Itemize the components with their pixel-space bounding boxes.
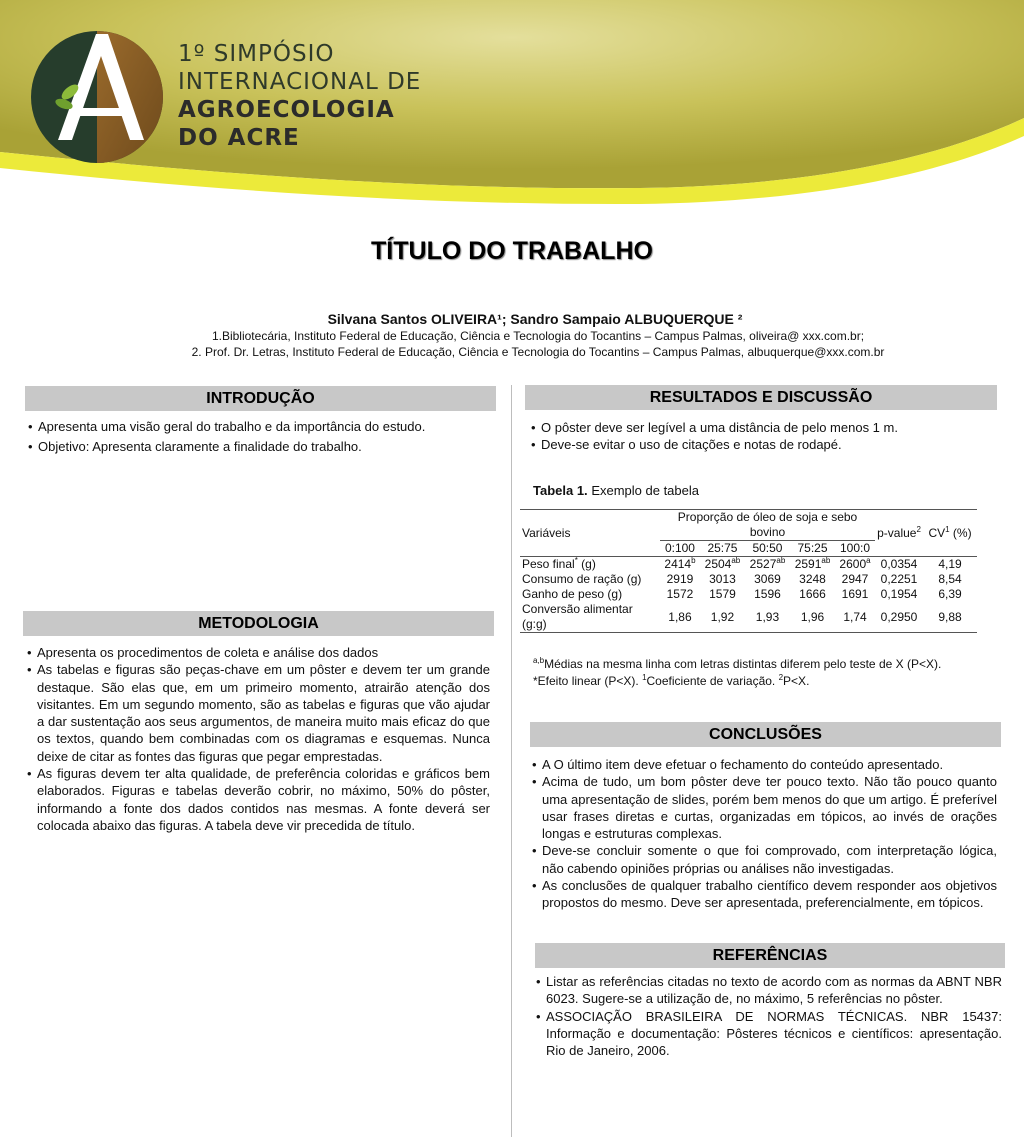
- event-line-3: AGROECOLOGIA: [178, 97, 395, 123]
- section-heading-metodologia: METODOLOGIA: [23, 611, 494, 636]
- table-cell: 9,88: [938, 609, 962, 624]
- cell-value: 2527: [749, 557, 777, 571]
- header-cv-sup: 1: [945, 524, 950, 534]
- cell-value: 2414: [664, 557, 692, 571]
- col-header: 25:75: [707, 541, 738, 555]
- row-label: Ganho de peso (g): [522, 587, 623, 601]
- table-caption-label: Tabela 1.: [533, 483, 588, 498]
- cell-letter: b: [691, 556, 696, 565]
- row-label-text: Peso final: [522, 557, 575, 571]
- footnote-text: Coeficiente de variação.: [646, 674, 779, 688]
- conclusoes-content: [532, 756, 997, 912]
- event-name: [178, 40, 421, 152]
- table-cell: 1,93: [755, 609, 780, 624]
- col-header: 75:25: [797, 541, 828, 555]
- metodologia-content: [27, 644, 490, 834]
- table-cell: 1691: [841, 587, 869, 601]
- list-item: • Deve-se concluir somente o que foi comprovado, com interpretação lógica, não cabendo opiniões próprias ou análises não investigadas.: [532, 842, 997, 877]
- table-cell: 0,1954: [880, 587, 918, 601]
- table-cell: 1572: [666, 587, 694, 601]
- footnote-text: Médias na mesma linha com letras distintas diferem pelo teste de X (P<X).: [544, 657, 942, 671]
- row-label: Conversão alimentar (g:g): [522, 602, 633, 631]
- list-item: • ASSOCIAÇÃO BRASILEIRA DE NORMAS TÉCNICAS. NBR 15437: Informação e documentação: Pôsteres técnicos e científicos: apresentação. Rio de Janeiro, 2006.: [536, 1008, 1002, 1060]
- section-heading-conclusoes: CONCLUSÕES: [530, 722, 1001, 747]
- authors: Silvana Santos OLIVEIRA¹; Sandro Sampaio ALBUQUERQUE ²: [327, 311, 743, 327]
- table-cell: 1579: [709, 587, 736, 601]
- table-cell: 0,0354: [880, 557, 918, 571]
- cell-value: 2600: [839, 557, 867, 571]
- table-footnote-line-1: [533, 656, 983, 673]
- row-label-sup: *: [574, 556, 578, 565]
- table-cell: 2919: [666, 572, 694, 586]
- table-cell: 8,54: [938, 572, 962, 586]
- table-cell: [745, 557, 790, 573]
- table-cell: [660, 557, 700, 573]
- table-cell: 3013: [709, 572, 736, 586]
- col-header: 100:0: [839, 541, 871, 555]
- row-label-unit: (g): [577, 557, 596, 571]
- table-footnote: [533, 656, 983, 690]
- cell-letter: a: [866, 556, 871, 565]
- logo-emblem: [31, 31, 163, 163]
- table-cell: [790, 557, 835, 573]
- table-cell: 3069: [754, 572, 781, 586]
- event-line-1: 1º SIMPÓSIO: [178, 41, 335, 67]
- header-proporcao: Proporção de óleo de soja e sebo bovino: [660, 510, 875, 541]
- list-item: • As conclusões de qualquer trabalho científico devem responder aos objetivos propostos do mesmo. Deve ser apresentada, preferencialmente, em tópicos.: [532, 877, 997, 912]
- footnote-sup: a,b: [533, 656, 545, 665]
- footnote-sup: 1: [642, 673, 647, 682]
- table-cell: 2947: [841, 572, 869, 586]
- table-row: [520, 602, 977, 633]
- header-cv: [923, 510, 977, 557]
- table-cell: 6,39: [938, 587, 962, 601]
- list-item: • Deve-se evitar o uso de citações e notas de rodapé.: [531, 436, 991, 453]
- table-cell: 4,19: [938, 557, 962, 571]
- list-item: • Objetivo: Apresenta claramente a finalidade do trabalho.: [28, 438, 498, 455]
- header-cv-text: CV: [928, 525, 946, 540]
- list-item: • As tabelas e figuras são peças-chave em um pôster e devem ter um grande destaque. São elas que, em um primeiro momento, atrairão atenção dos visitantes. Em um segundo momento, são as tabelas e figuras que vão ajudar a dar sustentação aos seus argumentos, de maneira muito mais eficaz do que os textos, quando bem combinadas com os diagramas e esquemas. Nunca deixe de citar as fontes das figuras que pegar emprestadas.: [27, 661, 490, 765]
- list-item: • Apresenta uma visão geral do trabalho e da importância do estudo.: [28, 418, 498, 435]
- section-heading-referencias: REFERÊNCIAS: [535, 943, 1005, 968]
- affiliation-2: 2. Prof. Dr. Letras, Instituto Federal de Educação, Ciência e Tecnologia do Tocantins – Campus Palmas, albuquerque@xxx.com.br: [191, 345, 885, 359]
- list-item: • O pôster deve ser legível a uma distância de pelo menos 1 m.: [531, 419, 991, 436]
- poster-title: TÍTULO DO TRABALHO: [371, 237, 653, 265]
- list-item: • Listar as referências citadas no texto de acordo com as normas da ABNT NBR 6023. Sugere-se a utilização de, no máximo, 5 referências no pôster.: [536, 973, 1002, 1008]
- affiliation-1: 1.Bibliotecária, Instituto Federal de Educação, Ciência e Tecnologia do Tocantins – Campus Palmas, oliveira@ xxx.com.br;: [211, 329, 865, 343]
- cell-value: 2504: [704, 557, 732, 571]
- table-cell: 0,2251: [880, 572, 918, 586]
- event-line-2: INTERNACIONAL DE: [178, 69, 422, 95]
- table-row: [520, 587, 977, 602]
- introducao-content: [28, 418, 498, 456]
- header-pvalue-sup: 2: [916, 524, 921, 534]
- row-label: [520, 557, 660, 573]
- header-pvalue: [875, 510, 923, 557]
- event-line-4: DO ACRE: [178, 125, 300, 151]
- table-cell: 1,74: [843, 609, 867, 624]
- table-cell: 1596: [754, 587, 781, 601]
- table-footnote-line-2: [533, 673, 983, 690]
- table-cell: [700, 557, 745, 573]
- list-item: • Apresenta os procedimentos de coleta e análise dos dados: [27, 644, 490, 661]
- table-cell: 3248: [799, 572, 826, 586]
- table-row: [520, 557, 977, 573]
- table-cell: 0,2950: [880, 609, 918, 624]
- col-header: 0:100: [664, 541, 695, 555]
- banner-background: [0, 0, 1024, 205]
- table-caption-text: Exemplo de tabela: [591, 483, 699, 498]
- header-banner: [0, 0, 1024, 205]
- table-cell: 1,96: [800, 609, 825, 624]
- cell-letter: ab: [821, 556, 831, 565]
- footnote-sup: 2: [778, 673, 784, 682]
- section-heading-introducao: INTRODUÇÃO: [25, 386, 496, 411]
- list-item: • A O último item deve efetuar o fechamento do conteúdo apresentado.: [532, 756, 997, 773]
- list-item: • Acima de tudo, um bom pôster deve ter pouco texto. Não tão pouco quanto uma apresentação de slides, porém bem menos do que um artigo. É preferível usar frases diretas e curtas, organizadas em tópicos, ao invés de orações longas e estruturas complexas.: [532, 773, 997, 842]
- resultados-content: [531, 419, 991, 454]
- table-cell: 1,92: [710, 609, 735, 624]
- data-table: [520, 509, 977, 633]
- table-cell: [835, 557, 875, 573]
- table-row: [520, 572, 977, 587]
- col-header: 50:50: [752, 541, 783, 555]
- cell-letter: ab: [776, 556, 786, 565]
- cell-value: 2591: [794, 557, 822, 571]
- table-cell: 1,86: [668, 609, 692, 624]
- row-label: Consumo de ração (g): [522, 572, 642, 586]
- footnote-text: *Efeito linear (P<X).: [533, 674, 643, 688]
- header-variaveis: Variáveis: [522, 525, 571, 540]
- table-caption: [533, 483, 699, 498]
- section-heading-resultados: RESULTADOS E DISCUSSÃO: [525, 385, 997, 410]
- cell-letter: ab: [731, 556, 741, 565]
- table-cell: 1666: [799, 587, 826, 601]
- header-cv-unit: (%): [949, 525, 972, 540]
- list-item: • As figuras devem ter alta qualidade, de preferência coloridas e gráficos bem elaborados. Figuras e tabelas deverão cobrir, no máximo, 50% do pôster, informando a fonte dos dados contidos nas mesmas. A fonte deverá ser colocada abaixo das figuras. A tabela deve vir precedida de título.: [27, 765, 490, 834]
- column-divider: [511, 385, 512, 1137]
- header-pvalue-text: p-value: [877, 525, 917, 540]
- referencias-content: [536, 973, 1002, 1059]
- footnote-text: P<X.: [783, 674, 810, 688]
